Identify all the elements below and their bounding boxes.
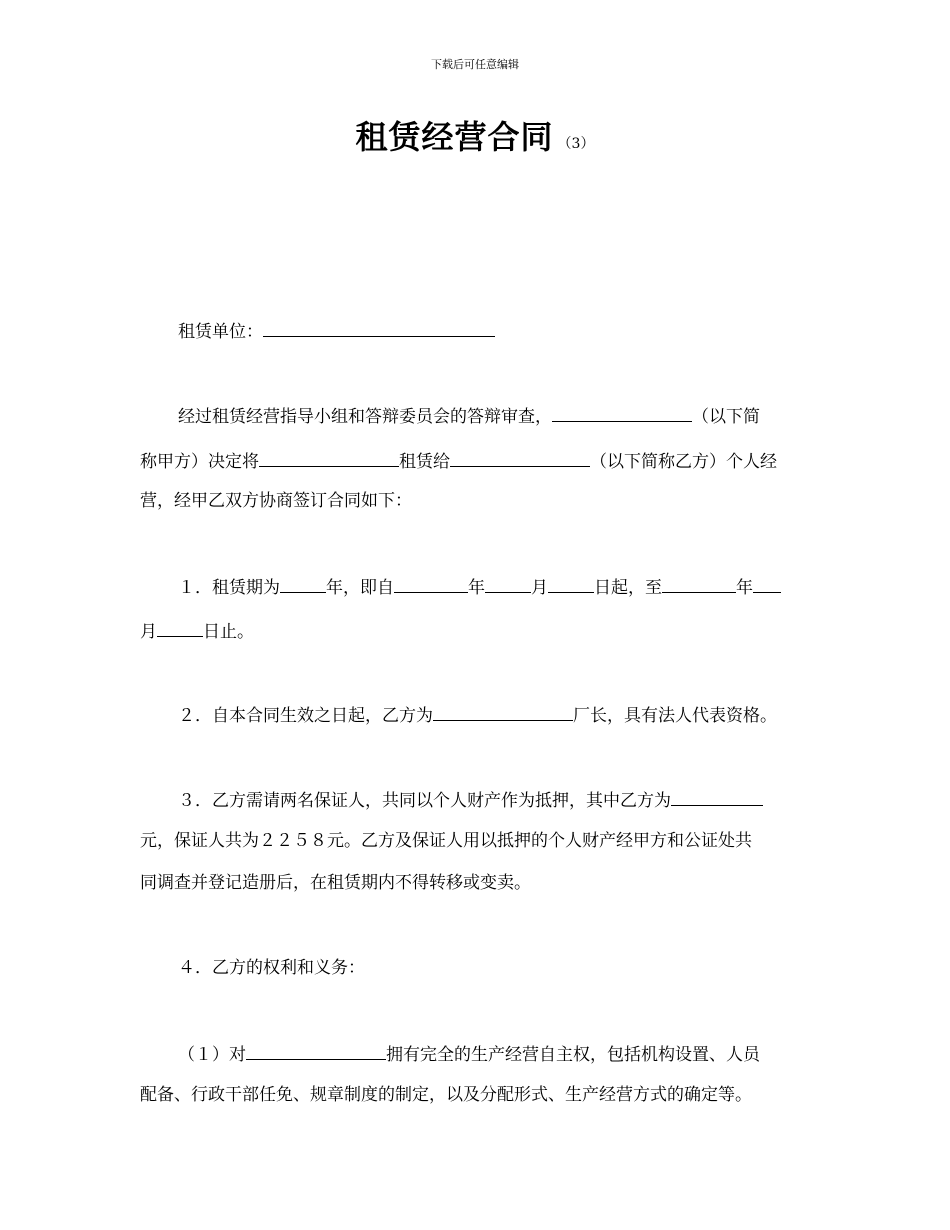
lease-years-field[interactable] <box>280 574 326 593</box>
end-month-field-start[interactable] <box>753 574 781 593</box>
clause-4-heading: ４．乙方的权利和义务： <box>178 958 365 978</box>
enterprise-field[interactable] <box>246 1041 386 1060</box>
intro-text-2a: 称甲方）决定将 <box>140 452 259 472</box>
clause-1-text-f: 年 <box>736 578 753 598</box>
clause-3-line-2: 元，保证人共为２２５８元。乙方及保证人用以抵押的个人财产经甲方和公证处共 <box>140 831 752 851</box>
clause-4-1-line-2: 配备、行政干部任免、规章制度的制定，以及分配形式、生产经营方式的确定等。 <box>140 1085 752 1105</box>
end-day-field[interactable] <box>157 618 203 637</box>
clause-1-text-h: 日止。 <box>203 622 254 642</box>
clause-4-1-text-b: 拥有完全的生产经营自主权，包括机构设置、人员 <box>386 1045 760 1065</box>
clause-2-text-a: ２．自本合同生效之日起，乙方为 <box>178 706 433 726</box>
clause-3-line-3: 同调查并登记造册后，在租赁期内不得转移或变卖。 <box>140 873 531 893</box>
title-sub: （3） <box>557 136 595 152</box>
clause-1-line-1 <box>178 574 781 600</box>
title-main: 租赁经营合同 <box>355 118 554 156</box>
party-b-field[interactable] <box>450 448 590 467</box>
clause-2-line <box>178 702 777 728</box>
intro-text-1b: （以下简 <box>692 407 760 427</box>
intro-text-2c: （以下简称乙方）个人经 <box>590 452 777 472</box>
rental-unit-line <box>178 318 495 344</box>
party-a-field[interactable] <box>552 403 692 422</box>
leased-enterprise-field[interactable] <box>259 448 399 467</box>
start-month-field[interactable] <box>485 574 531 593</box>
clause-1-text-b: 年，即自 <box>326 578 394 598</box>
intro-text-1: 经过租赁经营指导小组和答辩委员会的答辩审查， <box>178 407 552 427</box>
page-header: 下载后可任意编辑 <box>431 58 519 71</box>
clause-4-1-line-1 <box>178 1041 760 1067</box>
clause-1-line-2 <box>140 618 254 644</box>
end-year-field[interactable] <box>662 574 736 593</box>
clause-3-text-a: ３．乙方需请两名保证人，共同以个人财产作为抵押，其中乙方为 <box>178 791 671 811</box>
clause-1-text-c: 年 <box>468 578 485 598</box>
rental-unit-label: 租赁单位： <box>178 322 263 342</box>
rental-unit-field[interactable] <box>263 318 495 337</box>
clause-1-text-d: 月 <box>531 578 548 598</box>
intro-line-2 <box>140 448 777 474</box>
clause-1-text-a: １．租赁期为 <box>178 578 280 598</box>
start-year-field[interactable] <box>394 574 468 593</box>
clause-1-text-e: 日起，至 <box>594 578 662 598</box>
clause-2-text-b: 厂长，具有法人代表资格。 <box>573 706 777 726</box>
intro-text-2b: 租赁给 <box>399 452 450 472</box>
intro-line-1 <box>178 403 760 429</box>
document-title <box>0 112 950 158</box>
intro-line-3: 营，经甲乙双方协商签订合同如下： <box>140 491 412 511</box>
start-day-field[interactable] <box>548 574 594 593</box>
clause-1-text-g: 月 <box>140 622 157 642</box>
clause-4-1-text-a: （１）对 <box>178 1045 246 1065</box>
factory-field[interactable] <box>433 702 573 721</box>
party-b-amount-field[interactable] <box>671 787 763 806</box>
clause-3-line-1 <box>178 787 763 813</box>
